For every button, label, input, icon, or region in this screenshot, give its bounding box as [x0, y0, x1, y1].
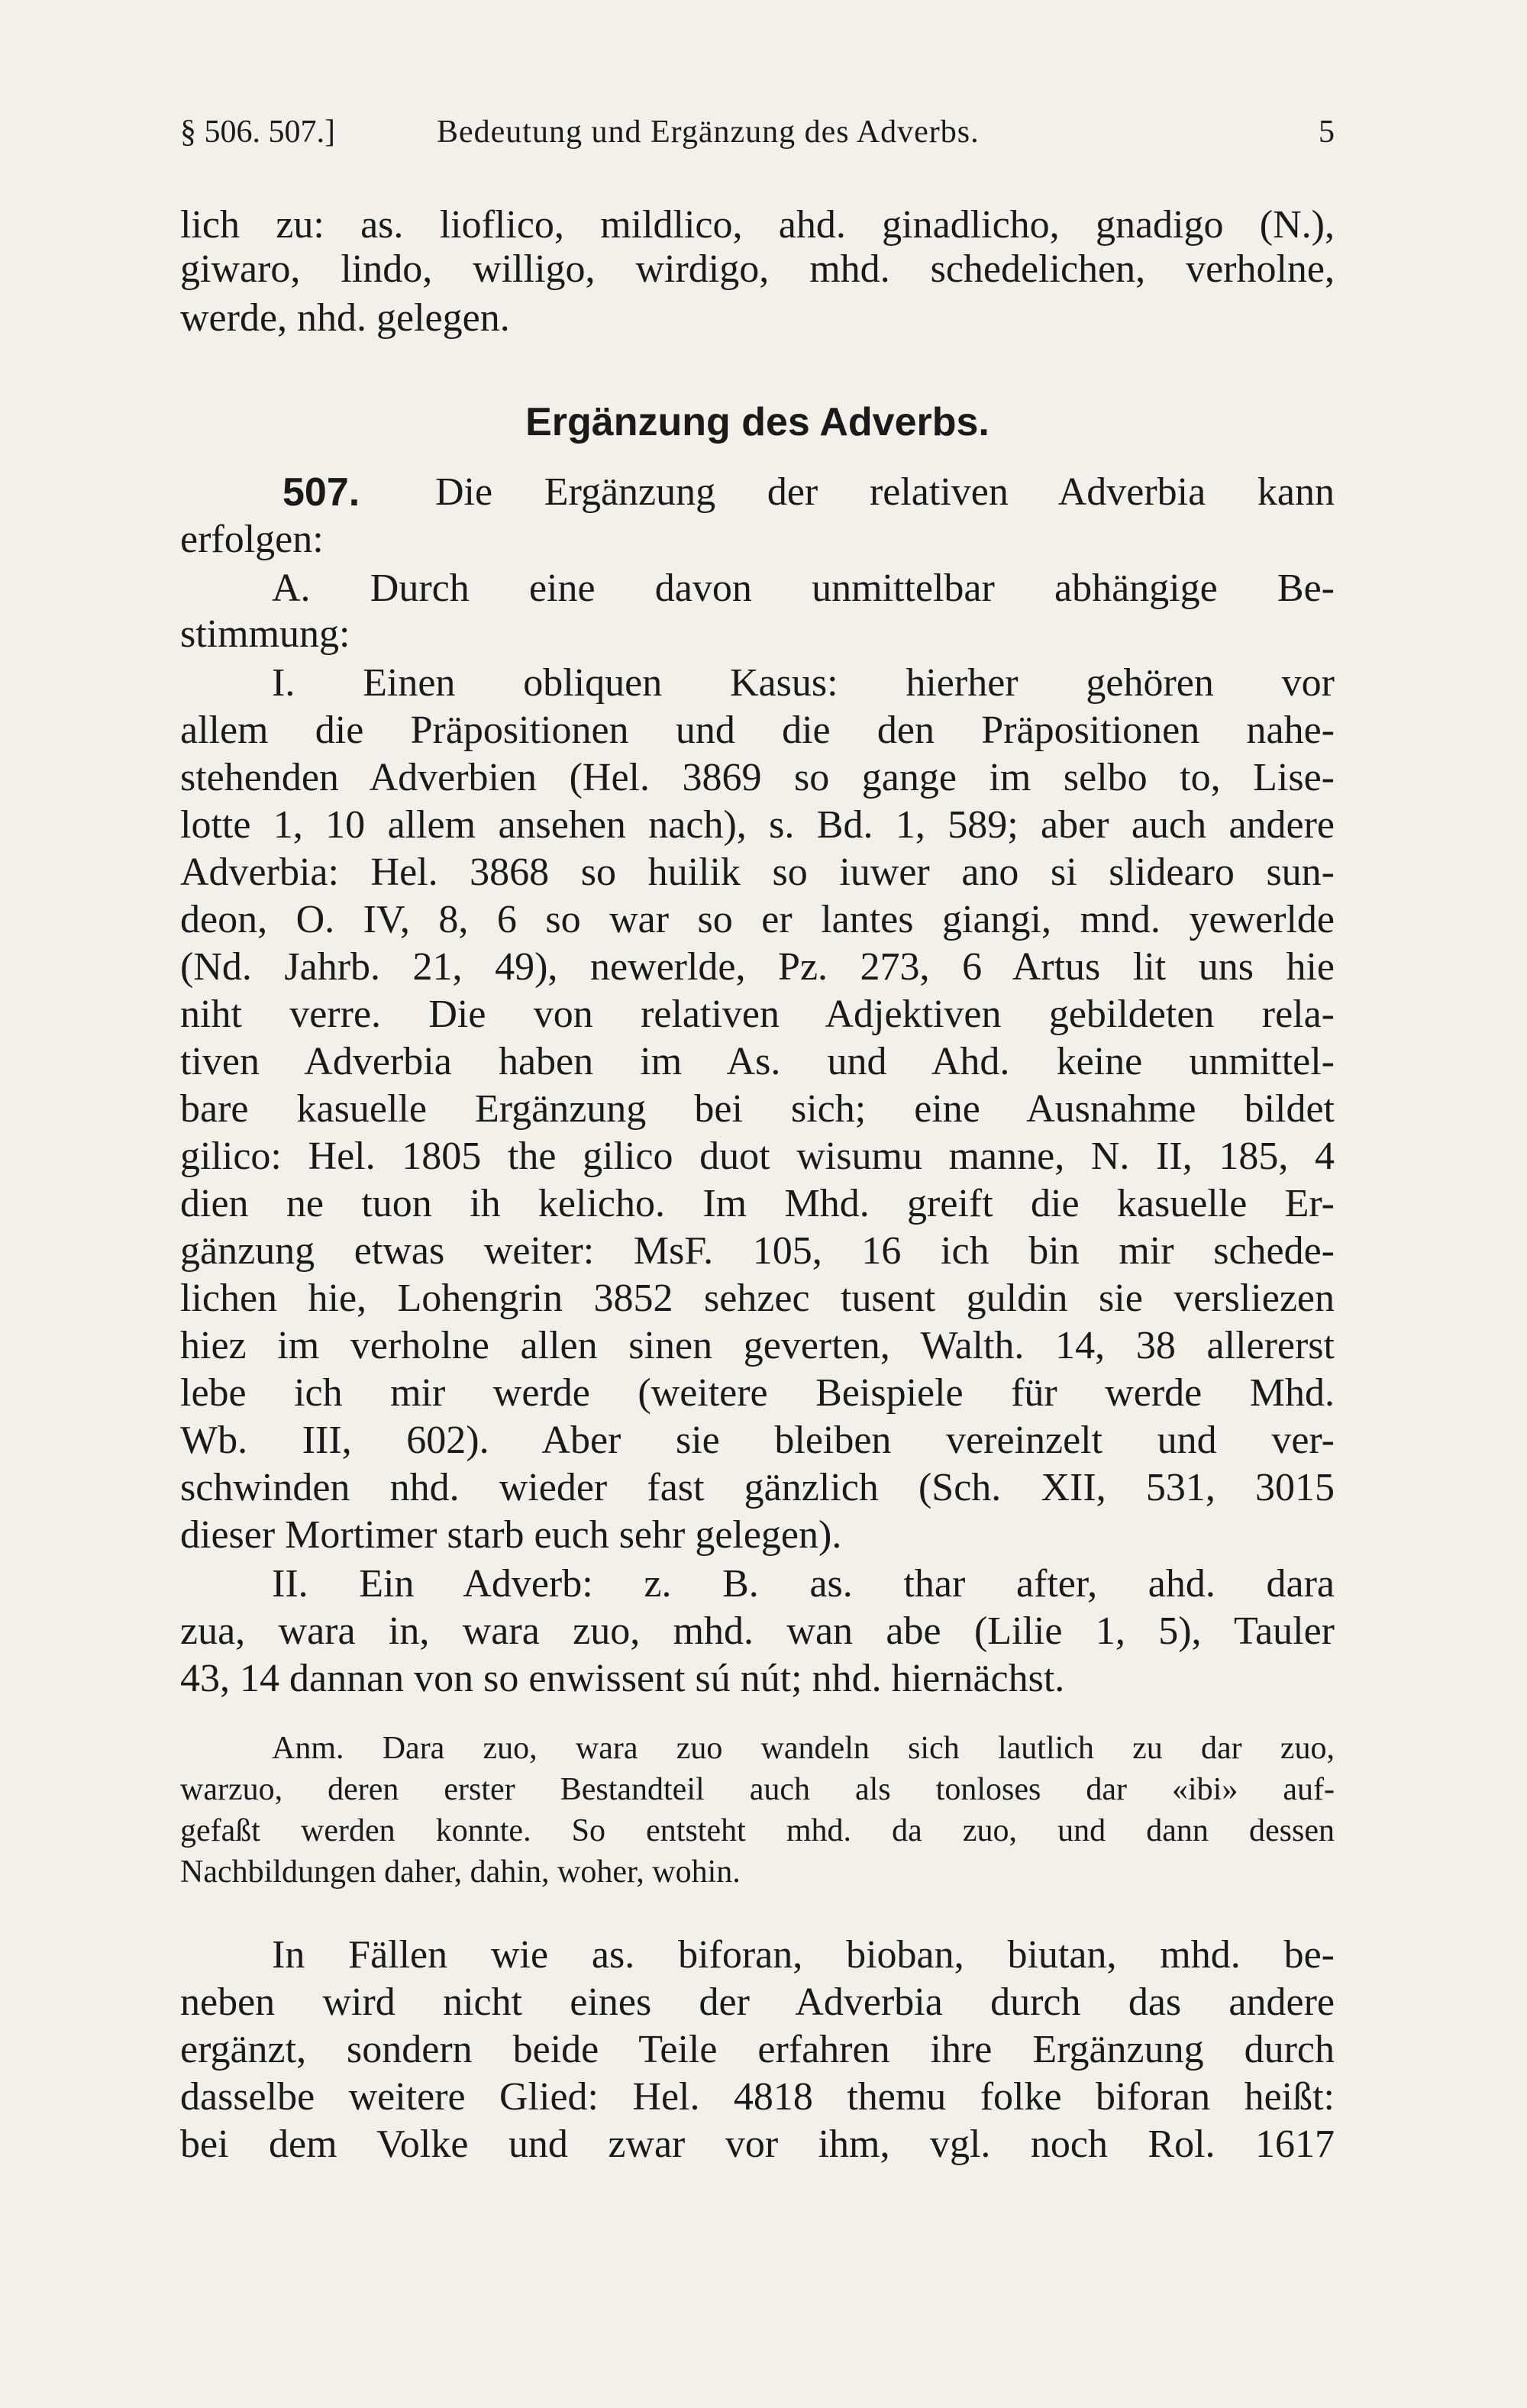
text-line: niht verre. Die von relativen Adjektiven gebildeten rela- — [180, 993, 1335, 1036]
text-line: erfolgen: — [180, 518, 324, 561]
text-line: dien ne tuon ih kelicho. Im Mhd. greift die kasuelle Er- — [180, 1182, 1335, 1225]
section-heading: Ergänzung des Adverbs. — [525, 400, 989, 444]
page-number: 5 — [1319, 115, 1335, 150]
text-line: II. Ein Adverb: z. B. as. thar after, ahd. dara — [272, 1562, 1335, 1606]
header-title: Bedeutung und Ergänzung des Adverbs. — [437, 115, 980, 150]
paragraph-number: 507. — [282, 470, 360, 515]
note-line: warzuo, deren erster Bestandteil auch als tonloses dar «ibi» auf- — [180, 1772, 1335, 1807]
text-line: 43, 14 dannan von so enwissent sú nút; nhd. hiernächst. — [180, 1657, 1065, 1700]
text-line: zua, wara in, wara zuo, mhd. wan abe (Lilie 1, 5), Tauler — [180, 1609, 1335, 1653]
text-line: lotte 1, 10 allem ansehen nach), s. Bd. 1, 589; aber auch andere — [180, 803, 1335, 847]
text-line: I. Einen obliquen Kasus: hierher gehören vor — [272, 661, 1335, 705]
text-line: bare kasuelle Ergänzung bei sich; eine Ausnahme bildet — [180, 1087, 1335, 1131]
header-section: § 506. 507.] — [180, 115, 335, 150]
text-line: hiez im verholne allen sinen geverten, Walth. 14, 38 allererst — [180, 1324, 1335, 1367]
text-line: allem die Präpositionen und die den Präpositionen nahe- — [180, 709, 1335, 752]
text-line: bei dem Volke und zwar vor ihm, vgl. noch Rol. 1617 — [180, 2122, 1335, 2166]
text-line: (Nd. Jahrb. 21, 49), newerlde, Pz. 273, 6 Artus lit uns hie — [180, 945, 1335, 989]
text-line: lebe ich mir werde (weitere Beispiele für werde Mhd. — [180, 1371, 1335, 1415]
text-line: lich zu: as. lioflico, mildlico, ahd. ginadlicho, gnadigo (N.), — [180, 203, 1335, 247]
text-line: stehenden Adverbien (Hel. 3869 so gange im selbo to, Lise- — [180, 756, 1335, 799]
text-line: schwinden nhd. wieder fast gänzlich (Sch. XII, 531, 3015 — [180, 1466, 1335, 1509]
text-line: tiven Adverbia haben im As. und Ahd. keine unmittel- — [180, 1040, 1335, 1083]
text-line: neben wird nicht eines der Adverbia durch das andere — [180, 1980, 1335, 2024]
text-line: deon, O. IV, 8, 6 so war so er lantes giangi, mnd. yewerlde — [180, 898, 1335, 941]
text-line: Wb. III, 602). Aber sie bleiben vereinzelt und ver- — [180, 1419, 1335, 1462]
text-line: gänzung etwas weiter: MsF. 105, 16 ich bin mir schede- — [180, 1229, 1335, 1273]
text-line: dasselbe weitere Glied: Hel. 4818 themu folke biforan heißt: — [180, 2075, 1335, 2119]
text-line: stimmung: — [180, 612, 350, 656]
note-line: Anm. Dara zuo, wara zuo wandeln sich lautlich zu dar zuo, — [272, 1731, 1335, 1766]
text-line: ergänzt, sondern beide Teile erfahren ihre Ergänzung durch — [180, 2028, 1335, 2071]
note-line: gefaßt werden konnte. So entsteht mhd. da zuo, und dann dessen — [180, 1813, 1335, 1848]
text-line: giwaro, lindo, willigo, wirdigo, mhd. schedelichen, verholne, — [180, 247, 1335, 291]
note-line: Nachbildungen daher, dahin, woher, wohin. — [180, 1854, 741, 1890]
text-line: werde, nhd. gelegen. — [180, 296, 510, 340]
text-line: Adverbia: Hel. 3868 so huilik so iuwer ano si slidearo sun- — [180, 851, 1335, 894]
text-line: A. Durch eine davon unmittelbar abhängige Be- — [272, 566, 1335, 610]
text-line: dieser Mortimer starb euch sehr gelegen). — [180, 1513, 842, 1557]
text-line: gilico: Hel. 1805 the gilico duot wisumu manne, N. II, 185, 4 — [180, 1135, 1335, 1178]
text-line: In Fällen wie as. biforan, bioban, biutan, mhd. be- — [272, 1933, 1335, 1977]
text-line: lichen hie, Lohengrin 3852 sehzec tusent guldin sie versliezen — [180, 1277, 1335, 1320]
